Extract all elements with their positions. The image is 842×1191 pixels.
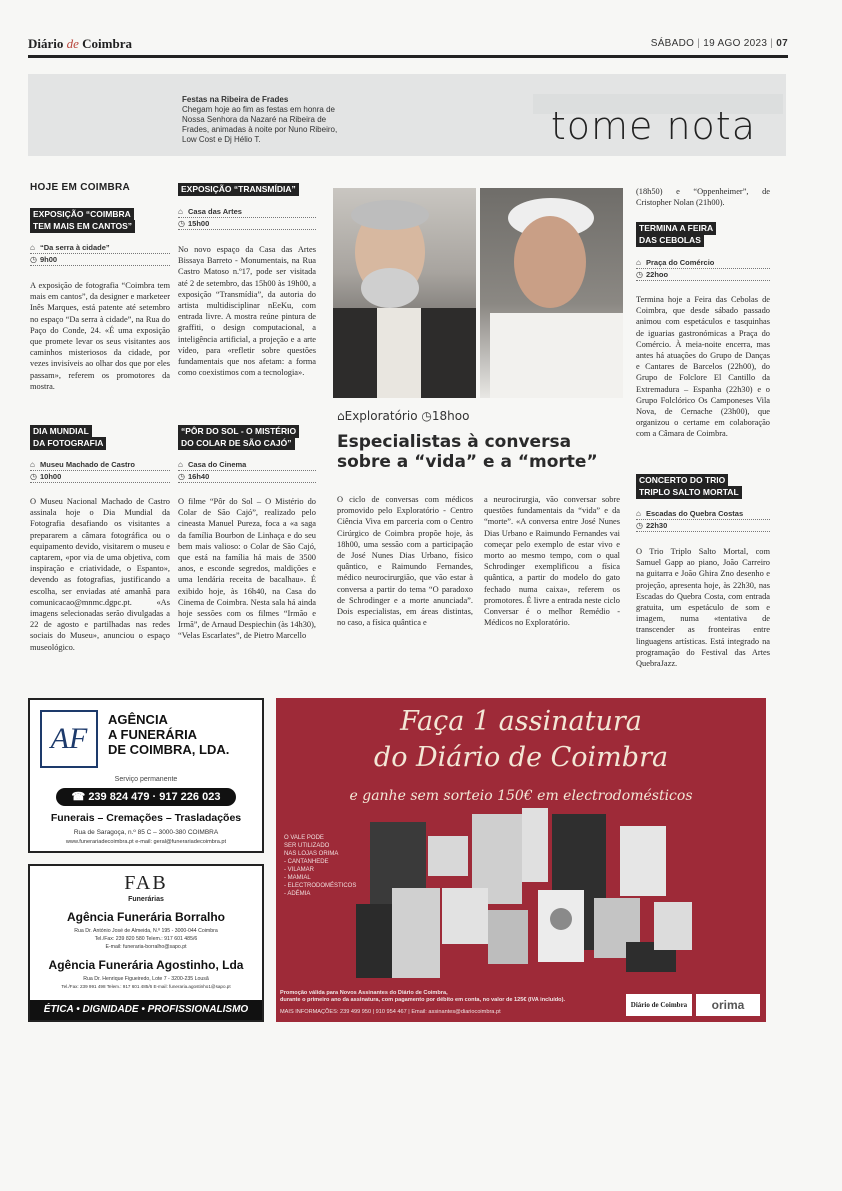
day: SÁBADO	[650, 38, 695, 49]
promo-text	[280, 990, 620, 1004]
house-icon: ⌂	[636, 509, 641, 518]
sub-line-3: e ganhe sem sorteio 150€ em electrodomésticos	[349, 788, 693, 804]
af-name	[108, 712, 229, 757]
date: 19 AGO 2023	[703, 38, 768, 49]
tag-concerto-2: TRIPLO SALTO MORTAL	[636, 486, 742, 499]
house-icon: ⌂	[178, 207, 183, 216]
fab-addr-2: Rua Dr. Henrique Figueiredo, Lote 7 - 3200-235 Lousã	[83, 976, 209, 982]
time: 15h00	[188, 219, 210, 228]
clock-icon: ◷	[178, 472, 185, 481]
fab-tel-1: Tel./Fax: 239 820 580 Telem.: 917 601 485/6	[94, 936, 198, 942]
house-icon: ⌂	[337, 409, 345, 423]
sub-line-2: do Diário de Coimbra	[373, 742, 669, 773]
body-dia-mundial: O Museu Nacional Machado de Castro assinala hoje o Dia Mundial da Fotografia desafiando os visitantes a prepararem a câmara fotográfica ou o equipamento devido, visitarem o museu e captarem, «por via de uma objetiva, com inspiração e criatividade, o Espanto», devendo as fotografias, justificando a escolha, ser enviadas até amanhã para comunicacao@mnmc.dgpc.pt. «As imagens selecionadas serão divulgadas a 22 de agosto e partilhadas nas redes sociais do Museu», anunciou o espaço museológico.	[30, 497, 170, 652]
orima-logo-badge: orima	[696, 994, 760, 1016]
clock-icon: ◷	[30, 255, 37, 264]
newspaper-logo	[28, 36, 132, 52]
logo-word-diario: Diário	[28, 36, 64, 51]
tag-expo-coimbra-2: TEM MAIS EM CANTOS”	[30, 220, 135, 233]
ad-subscription	[276, 698, 766, 1022]
brief-title: Festas na Ribeira de Frades	[182, 95, 289, 104]
feature-body-b: a neurocirurgia, vão conversar sobre questões fundamentais da “vida” e da “morte”. «A conversa entre José Nunes Dias Urbano e Raimundo Fernandes vai começar pelo exemplo de estar vivo e morto ao mesmo tempo, com o qual Schrodinger exemplificou a física quântica, a partir do modelo do gato fechado numa caixa», referem os promotores. É livre a entrada neste ciclo Conversar é o melhor Remédio - Médicos no Exploratório.	[484, 495, 620, 628]
time: 10h00	[40, 472, 62, 481]
fab-name-1: Agência Funerária Borralho	[66, 910, 226, 924]
clock-icon: ◷	[178, 219, 185, 228]
photo-jose-nunes-dias-urbano	[333, 188, 476, 398]
phone-icon: ☎	[71, 791, 89, 803]
body-feira: Termina hoje a Feira das Cebolas de Coimbra, que desde sábado passado animou com espetáculos e tasquinhas de iguarias gastronómicas a Praça do Comércio. À meia-noite encerra, mas antes há atuações do Grupo de Danças e Cantares de Barcelos (22h00), do Grupo de Folclore El Cantillo da Extremadura – Espanha (22h30) e o Grupo Folclórico Os Camponeses Vila Nova, de Cernache (23h00), que organizou o certame em colaboração com a Câmara de Coimbra.	[636, 295, 770, 439]
clock-icon: ◷	[636, 521, 643, 530]
voucher-title-3: NAS LOJAS ORIMA	[284, 851, 339, 857]
body-concerto: O Trio Triplo Salto Mortal, com Samuel Gapp ao piano, João Carreiro na guitarra e João Ghira Zno desenho e projeção, apresenta hoje, às 22h30, nas Escadas do Quebra Costa, com entrada gratuita, um espetáculo de som e imagem, numa «tentativa de transcender as fronteiras entre linguagens artísticas. Está integrado na programação do Festival das Artes QuebraJazz.	[636, 547, 770, 669]
voucher-item: - MAMIAL	[284, 875, 311, 881]
page-number: 07	[776, 38, 788, 49]
place: Casa do Cinema	[188, 460, 247, 469]
time: 16h40	[188, 472, 210, 481]
body-por-do-sol: O filme “Pôr do Sol – O Mistério do Colar de São Cajó”, realizado pelo cineasta Manuel Pureza, foca a «a saga da família Bourbon de Linhaça e do seu bem mais valioso: o Colar de São Cajó, que está na família há mais de 3500 anos, e esconde segredos, maldições e uma lendária receita de bacalhau». É exibido hoje, às 16h40, na Casa do Cinema de Coimbra. Nesta sala há ainda hoje sessões com os filmes “Irmão e Irmã”, de Arnaud Despiechin (às 14h30), “Velas Escarlates”, de Pietro Marcello	[178, 497, 316, 641]
body-transmidia: No novo espaço da Casa das Artes Bissaya Barreto - Monumentais, na Rua Castro Matoso n.º17, pode ser visitada até 2 de setembro, das 15h00 às 19h00, a exposição “Transmídia”, da autoria do artista multidisciplinar nEeKu, com entrada livre. A mostra reúne pintura de graffiti, o design computacional, a inteligência artificial, a projeção e a arte vídeo, para «refletir sobre questões fundamentais que nos afetam: a forma como coexistimos com a tecnologia».	[178, 245, 316, 378]
fab-mail-1: E-mail: funeraria-borralho@sapo.pt	[105, 944, 187, 950]
place: Museu Machado de Castro	[40, 460, 136, 469]
meta-dia-mundial	[30, 459, 170, 483]
af-address: Rua de Saragoça, n.º 85 C – 3000-380 COIMBRA	[73, 829, 219, 836]
meta-feira	[636, 257, 770, 281]
promo-line-2: durante o primeiro ano da assinatura, com pagamento por débito em conta, no valor de 125€ (IVA incluído).	[280, 997, 566, 1003]
section-title-hoje: HOJE EM COIMBRA	[30, 182, 131, 193]
fab-logo: FAB	[124, 872, 168, 894]
fab-slogan: ÉTICA • DIGNIDADE • PROFISSIONALISMO	[30, 1000, 262, 1020]
af-phone-number: 239 824 479 · 917 226 023	[88, 791, 221, 803]
af-web: www.funerariadecoimbra.pt e-mail: geral@funerariadecoimbra.pt	[65, 839, 227, 845]
af-name-2: A FUNERÁRIA	[108, 727, 198, 742]
fab-name-2: Agência Funerária Agostinho, Lda	[48, 958, 244, 972]
time: 9h00	[40, 255, 58, 264]
feature-place: Exploratório	[344, 409, 418, 423]
photo-raimundo-fernandes	[480, 188, 623, 398]
body-expo-coimbra: A exposição de fotografia “Coimbra tem mais em cantos”, da designer e marketeer Inês Marques, está patente até setembro no espaço “Da serra à cidade”, na Rua do Paço do Conde, 24. «É uma exposição que promete levar os seus visitantes aos caminhos misteriosos da cidade, por vezes invisíveis ao olhar dos que por eles passam», referem os promotores da mostra.	[30, 281, 170, 391]
af-logo: AF	[40, 710, 98, 768]
voucher-item: - ADÉMIA	[284, 891, 311, 897]
house-icon: ⌂	[178, 460, 183, 469]
promo-info: MAIS INFORMAÇÕES: 239 499 950 | 910 954 467 | Email: assinantes@diariocoimbra.pt	[280, 1009, 501, 1015]
voucher-title-1: O VALE PODE	[284, 835, 324, 841]
brief-text: Chegam hoje ao fim as festas em honra de Nossa Senhora da Nazaré na Ribeira de Frades, animadas à noite por Nuno Ribeiro, Low Cost e Dj Hélio T.	[182, 105, 338, 144]
feature-time: 18hoo	[431, 409, 470, 423]
af-name-1: AGÊNCIA	[108, 712, 168, 727]
tag-expo-coimbra-1: EXPOSIÇÃO “COIMBRA	[30, 208, 134, 221]
voucher-item: - VILAMAR	[284, 867, 315, 873]
clock-icon: ◷	[30, 472, 37, 481]
place: Escadas do Quebra Costas	[646, 509, 744, 518]
clock-icon: ◷	[636, 270, 643, 279]
dateline: SÁBADO | 19 AGO 2023 | 07	[650, 38, 788, 49]
af-phone	[56, 788, 236, 806]
tag-por-do-sol-1: “PÔR DO SOL - O MISTÉRIO	[178, 425, 299, 438]
house-icon: ⌂	[636, 258, 641, 267]
feature-headline: Especialistas à conversa sobre a “vida” e a “morte”	[337, 432, 598, 472]
ad-fab-funerarias	[28, 864, 264, 1022]
place: “Da serra à cidade”	[40, 243, 110, 252]
af-services: Funerais – Cremações – Trasladações	[50, 812, 242, 824]
feature-exploratorio	[333, 188, 623, 676]
tag-feira-2: DAS CEBOLAS	[636, 234, 704, 247]
place: Casa das Artes	[188, 207, 242, 216]
feature-body-a: O ciclo de conversas com médicos promovido pelo Exploratório - Centro Ciência Viva em parceria com o Centro Cirúrgico de Coimbra propõe hoje, às 18h00, uma sessão com a participação de José Nunes Dias Urbano, físico quântico, e Raimundo Fernandes, médico neurocirurgião, que vão estar à conversa a partir do tema “O paradoxo de Schrodinger e a morte anunciada”. Dois especialistas, em áreas distintas, no caso, a física quântica e	[337, 495, 473, 628]
feature-meta	[333, 406, 623, 426]
house-icon: ⌂	[30, 460, 35, 469]
time: 22h30	[646, 521, 668, 530]
time: 22hoo	[646, 270, 669, 279]
tag-dia-mundial-1: DIA MUNDIAL	[30, 425, 92, 438]
meta-expo-coimbra	[30, 242, 170, 266]
logo-word-de: de	[66, 36, 79, 51]
tag-concerto-1: CONCERTO DO TRIO	[636, 474, 728, 487]
meta-por-do-sol	[178, 459, 316, 483]
place: Praça do Comércio	[646, 258, 715, 267]
tag-por-do-sol-2: DO COLAR DE SÃO CAJÓ”	[178, 437, 295, 450]
body-cinema-continued: (18h50) e “Oppenheimer”, de Cristopher Nolan (21h00).	[636, 187, 770, 208]
brief-ribeira-frades	[182, 95, 352, 145]
tag-dia-mundial-2: DA FOTOGRAFIA	[30, 437, 106, 450]
masthead	[28, 36, 788, 58]
meta-transmidia	[178, 206, 316, 230]
house-icon: ⌂	[30, 243, 35, 252]
promo-line-1: Promoção válida para Novos Assinantes do Diário de Coimbra,	[280, 990, 448, 996]
fab-logo-sub: Funerárias	[128, 896, 164, 903]
voucher-item: - ELECTRODOMÉSTICOS	[284, 883, 357, 889]
voucher-title-2: SER UTILIZADO	[284, 843, 330, 849]
section-heading: tome nota	[550, 104, 756, 148]
sub-line-1: Faça 1 assinatura	[400, 706, 642, 737]
tag-feira-1: TERMINA A FEIRA	[636, 222, 716, 235]
fab-addr-1: Rua Dr. António José de Almeida, N.º 195 - 3000-044 Coimbra	[74, 928, 218, 934]
meta-concerto	[636, 508, 770, 532]
fab-tel-2: Tel./Fax: 239 991 498 Telem.: 917 601 485/6 E-mail: funeraria.agostinho1@sapo.pt	[61, 984, 231, 989]
diario-logo-badge: Diário de Coimbra	[626, 994, 692, 1016]
af-service: Serviço permanente	[114, 776, 178, 783]
logo-word-coimbra: Coimbra	[82, 36, 133, 51]
voucher-item: - CANTANHEDE	[284, 859, 329, 865]
clock-icon: ◷	[421, 409, 432, 423]
tome-nota-band	[28, 74, 786, 156]
af-name-3: DE COIMBRA, LDA.	[108, 742, 230, 757]
ad-funeraria-coimbra	[28, 698, 264, 853]
voucher-box	[284, 834, 356, 898]
tag-transmidia: EXPOSIÇÃO “TRANSMÍDIA”	[178, 183, 299, 196]
